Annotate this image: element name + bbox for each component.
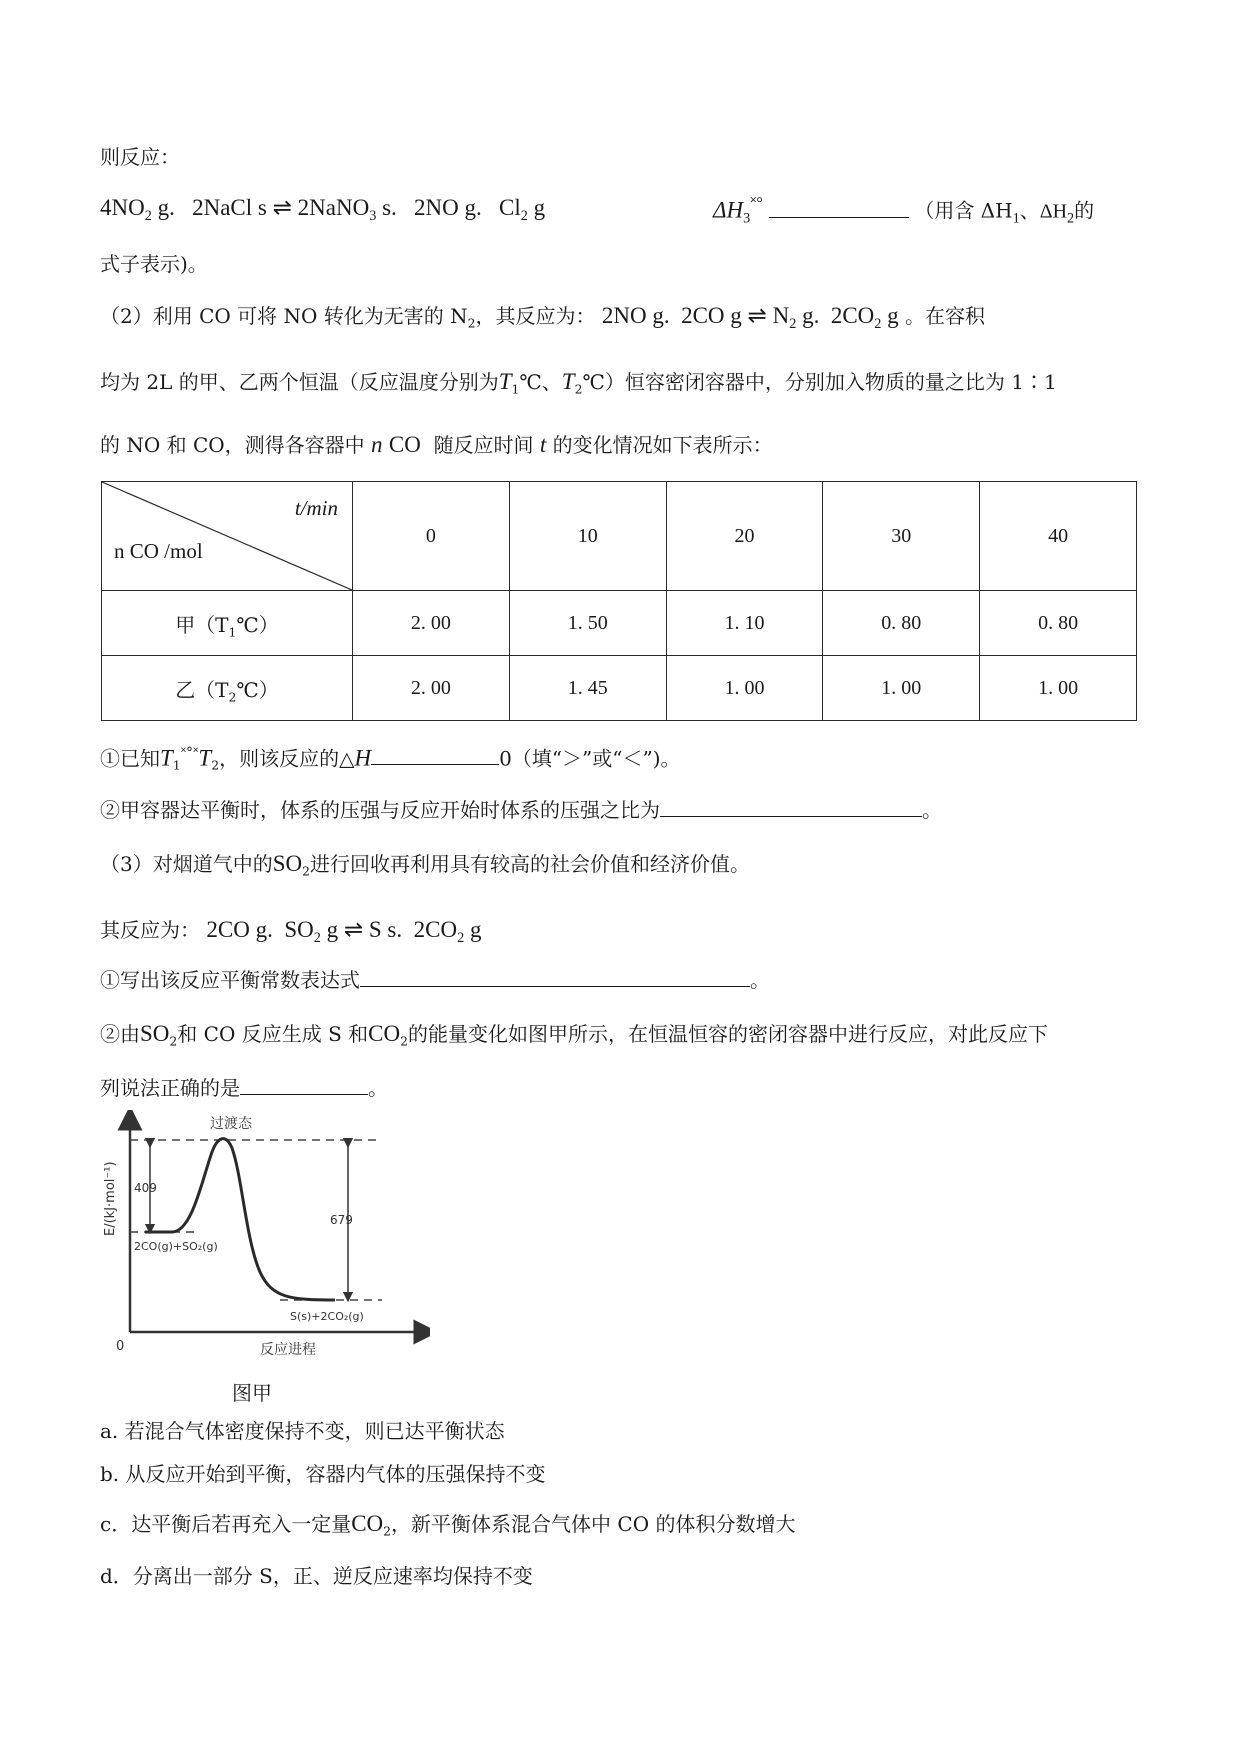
time-header: 30 [823, 482, 980, 591]
option-d: d．分离出一部分 S，正、逆反应速率均保持不变 [100, 1564, 533, 1588]
q3-equation: 其反应为： 2CO g. $SO_2$ g ⇌ S s. $2CO_2$ g [100, 917, 482, 946]
q2-line3: 的 NO 和 CO，测得各容器中 n CO 随反应时间 t 的变化情况如下表所示： [100, 432, 773, 457]
time-header: 10 [509, 482, 666, 591]
ea-value: 409 [134, 1181, 157, 1195]
q2-line1: （2）利用 CO 可将 NO 转化为无害的 $N_2$，其反应为： 2NO g. 2CO g ⇌ $N_2$ g. $2CO_2$ g 。在容积 [100, 303, 986, 332]
time-header-label: t/min [294, 496, 338, 520]
ts-label: 过渡态 [210, 1116, 252, 1132]
row-label: 甲$(T_1℃)$ [102, 591, 353, 656]
intro-text: 则反应： [100, 145, 180, 169]
row-label: 乙$(T_2℃)$ [102, 656, 353, 721]
table-cell: 1. 00 [980, 656, 1137, 721]
q3-part2-line2: 列说法正确的是 。 [100, 1076, 388, 1100]
table-cell: 2. 00 [353, 591, 510, 656]
y-axis-label: E/(kJ·mol⁻¹) [103, 1161, 118, 1236]
equation-1: $4NO_2$ g. 2NaCl s ⇌ 2NaNO$_3$ s. 2NO g. $Cl_2$ g [100, 195, 546, 224]
table-cell: 1. 00 [823, 656, 980, 721]
expression-note: 式子表示)。 [100, 252, 208, 276]
amount-header-label: n CO /mol [114, 539, 203, 563]
table-row [102, 656, 1137, 721]
time-header: 0 [353, 482, 510, 591]
table-cell: 1. 00 [666, 656, 823, 721]
energy-curve [145, 1139, 335, 1300]
delta-value: 679 [330, 1213, 353, 1227]
answer-blank-3[interactable] [660, 815, 922, 817]
q2-part2: ②甲容器达平衡时，体系的压强与反应开始时体系的压强之比为 。 [100, 798, 942, 822]
time-header: 40 [980, 482, 1137, 591]
table-cell: 0. 80 [823, 591, 980, 656]
energy-diagram [100, 1110, 430, 1360]
table-header-row [102, 482, 1137, 591]
answer-blank-2[interactable] [371, 763, 499, 765]
products-label: S(s)+2CO₂(g) [290, 1310, 364, 1323]
option-b: b. 从反应开始到平衡，容器内气体的压强保持不变 [100, 1462, 546, 1486]
q2-line2: 均为 2L 的甲、乙两个恒温（反应温度分别为$T_1℃$、$T_2℃$）恒容密闭容器中，分别加入物质的量之比为 1∶1 [100, 369, 1057, 397]
time-header: 20 [666, 482, 823, 591]
q3-intro: （3）对烟道气中的$SO_2$进行回收再利用具有较高的社会价值和经济价值。 [100, 851, 751, 879]
figure-caption: 图甲 [232, 1381, 272, 1405]
energy-diagram-svg [100, 1110, 430, 1360]
table-cell: 0. 80 [980, 591, 1137, 656]
origin-label: 0 [116, 1339, 125, 1354]
table-cell: 1. 10 [666, 591, 823, 656]
answer-blank-4[interactable] [360, 985, 750, 987]
q3-part1: ①写出该反应平衡常数表达式 。 [100, 968, 770, 992]
data-table [101, 481, 1137, 721]
option-a: a. 若混合气体密度保持不变，则已达平衡状态 [100, 1419, 505, 1443]
table-cell: 2. 00 [353, 656, 510, 721]
reactants-label: 2CO(g)+SO₂(g) [134, 1240, 218, 1253]
table-cell: 1. 50 [509, 591, 666, 656]
option-c: c．达平衡后若再充入一定量$CO_2$，新平衡体系混合气体中 CO 的体积分数增大 [100, 1511, 796, 1539]
q2-part1: ①已知$T_1^{˟^\circ˟}T_2$，则该反应的△H 0（填“＞”或“＜”)。 [100, 745, 681, 773]
x-axis-label: 反应进程 [260, 1342, 316, 1358]
table-cell: 1. 45 [509, 656, 666, 721]
answer-blank-5[interactable] [240, 1093, 368, 1095]
delta-h3: $\Delta H_3^{˟^\circ}$ （用含 $\Delta H_1$、$\Delta H_2$的 [713, 195, 1095, 227]
answer-blank-1[interactable] [769, 216, 909, 218]
corner-cell [102, 482, 353, 591]
table-row [102, 591, 1137, 656]
q3-part2: ②由$SO_2$和 CO 反应生成 S 和$CO_2$的能量变化如图甲所示，在恒温恒容的密闭容器中进行反应，对此反应下 [100, 1021, 1048, 1049]
